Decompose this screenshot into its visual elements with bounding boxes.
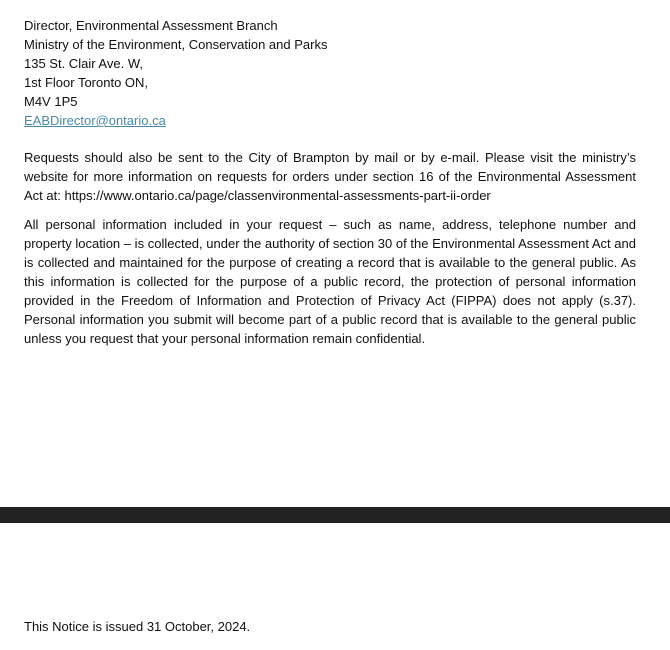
page-divider-bar <box>0 507 670 523</box>
address-line-postal-code: M4V 1P5 <box>24 94 78 109</box>
email-link[interactable]: EABDirector@ontario.ca <box>24 113 166 128</box>
address-line-director: Director, Environmental Assessment Branch <box>24 18 278 33</box>
requests-paragraph: Requests should also be sent to the City of Brampton by mail or by e-mail. Please visit the ministry’s website for more information on requests for orders under section 16 of the Environmental Assessment Act at: https://www.ontario.ca/page/classenvironmental-assessments-part-ii-order <box>24 150 636 203</box>
address-line-floor-city: 1st Floor Toronto ON, <box>24 75 149 90</box>
notice-issued-date: This Notice is issued 31 October, 2024. <box>24 619 251 634</box>
privacy-paragraph: All personal information included in your request – such as name, address, telephone number and property location – is collected, under the authority of section 30 of the Environmental Assessment Act and is collected and maintained for the purpose of creating a record that is available to the general public. As this information is collected for the purpose of a public record, the protection of personal information provided in the Freedom of Information and Protection of Privacy Act (FIPPA) does not apply (s.37). Personal information you submit will become part of a public record that is available to the general public unless you request that your personal information remain confidential. <box>24 217 636 346</box>
address-block <box>24 16 644 130</box>
address-line-street: 135 St. Clair Ave. W, <box>24 56 143 71</box>
address-line-ministry: Ministry of the Environment, Conservation and Parks <box>24 37 328 52</box>
